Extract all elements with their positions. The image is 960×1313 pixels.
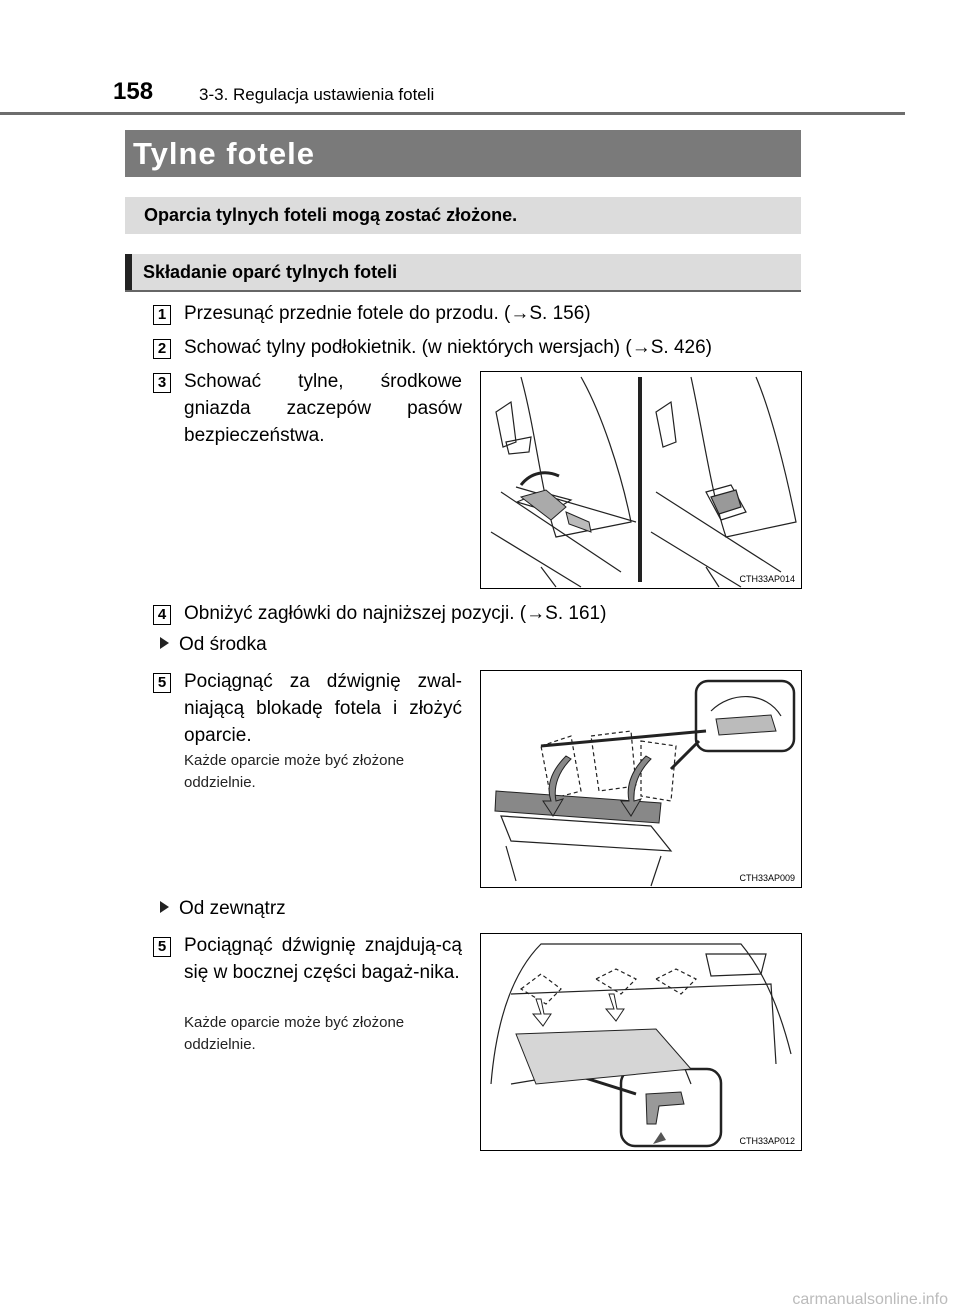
step-number: 3 xyxy=(153,373,171,393)
arrow-icon: → xyxy=(526,603,546,624)
step-text: Przesunąć przednie fotele do przodu. (→S. 156) xyxy=(184,303,591,324)
figure-seatbelt-buckles xyxy=(480,371,802,589)
section-marker xyxy=(125,254,132,290)
page-number: 158 xyxy=(113,78,154,105)
step-number: 4 xyxy=(153,605,171,625)
triangle-bullet-icon xyxy=(160,901,169,913)
step-text: Schować tylny podłokietnik. (w niektórych wersjach) (→S. 426) xyxy=(184,337,712,358)
step-note: Każde oparcie może być złożone oddzielnie. xyxy=(184,752,405,791)
step-note: Każde oparcie może być złożone oddzielnie. xyxy=(184,1014,405,1053)
seat-fold-lever-illustration xyxy=(481,671,802,888)
figure-inside-lever xyxy=(480,670,802,888)
step-number: 5 xyxy=(153,937,171,957)
section-title: Składanie oparć tylnych foteli xyxy=(143,262,398,282)
subtitle: Oparcia tylnych foteli mogą zostać złożone. xyxy=(144,205,518,225)
trunk-lever-illustration xyxy=(481,934,802,1151)
variant-label-outside: Od zewnątrz xyxy=(160,898,286,920)
arrow-icon: → xyxy=(510,303,530,324)
step-number: 5 xyxy=(153,673,171,693)
page-title: Tylne fotele xyxy=(133,136,315,171)
triangle-bullet-icon xyxy=(160,637,169,649)
figure-outside-lever xyxy=(480,933,802,1151)
step-text: Pociągnąć dźwignię znajdują-cą się w bocznej części bagaż-nika. xyxy=(184,935,462,983)
section-heading xyxy=(125,254,801,292)
step-text: Obniżyć zagłówki do najniższej pozycji. (→S. 161) xyxy=(184,603,607,624)
header-rule xyxy=(0,112,905,115)
step-number: 1 xyxy=(153,305,171,325)
subtitle-bar xyxy=(125,197,801,234)
step-text: Pociągnąć za dźwignię zwal-niającą blokadę fotela i złożyć oparcie. xyxy=(184,671,462,746)
arrow-icon: → xyxy=(631,337,651,358)
step-text: Schować tylne, środkowe gniazda zaczepów pasów bezpieczeństwa. xyxy=(184,371,462,446)
chapter-title: 3-3. Regulacja ustawienia foteli xyxy=(199,85,435,104)
figure-code: CTH33AP009 xyxy=(739,873,795,883)
variant-label-inside: Od środka xyxy=(160,634,267,656)
step-number: 2 xyxy=(153,339,171,359)
figure-code: CTH33AP012 xyxy=(739,1136,795,1146)
figure-code: CTH33AP014 xyxy=(739,574,795,584)
seatbelt-buckle-illustration xyxy=(481,372,802,589)
footer-watermark: carmanualsonline.info xyxy=(792,1291,948,1308)
title-bar xyxy=(125,130,801,177)
